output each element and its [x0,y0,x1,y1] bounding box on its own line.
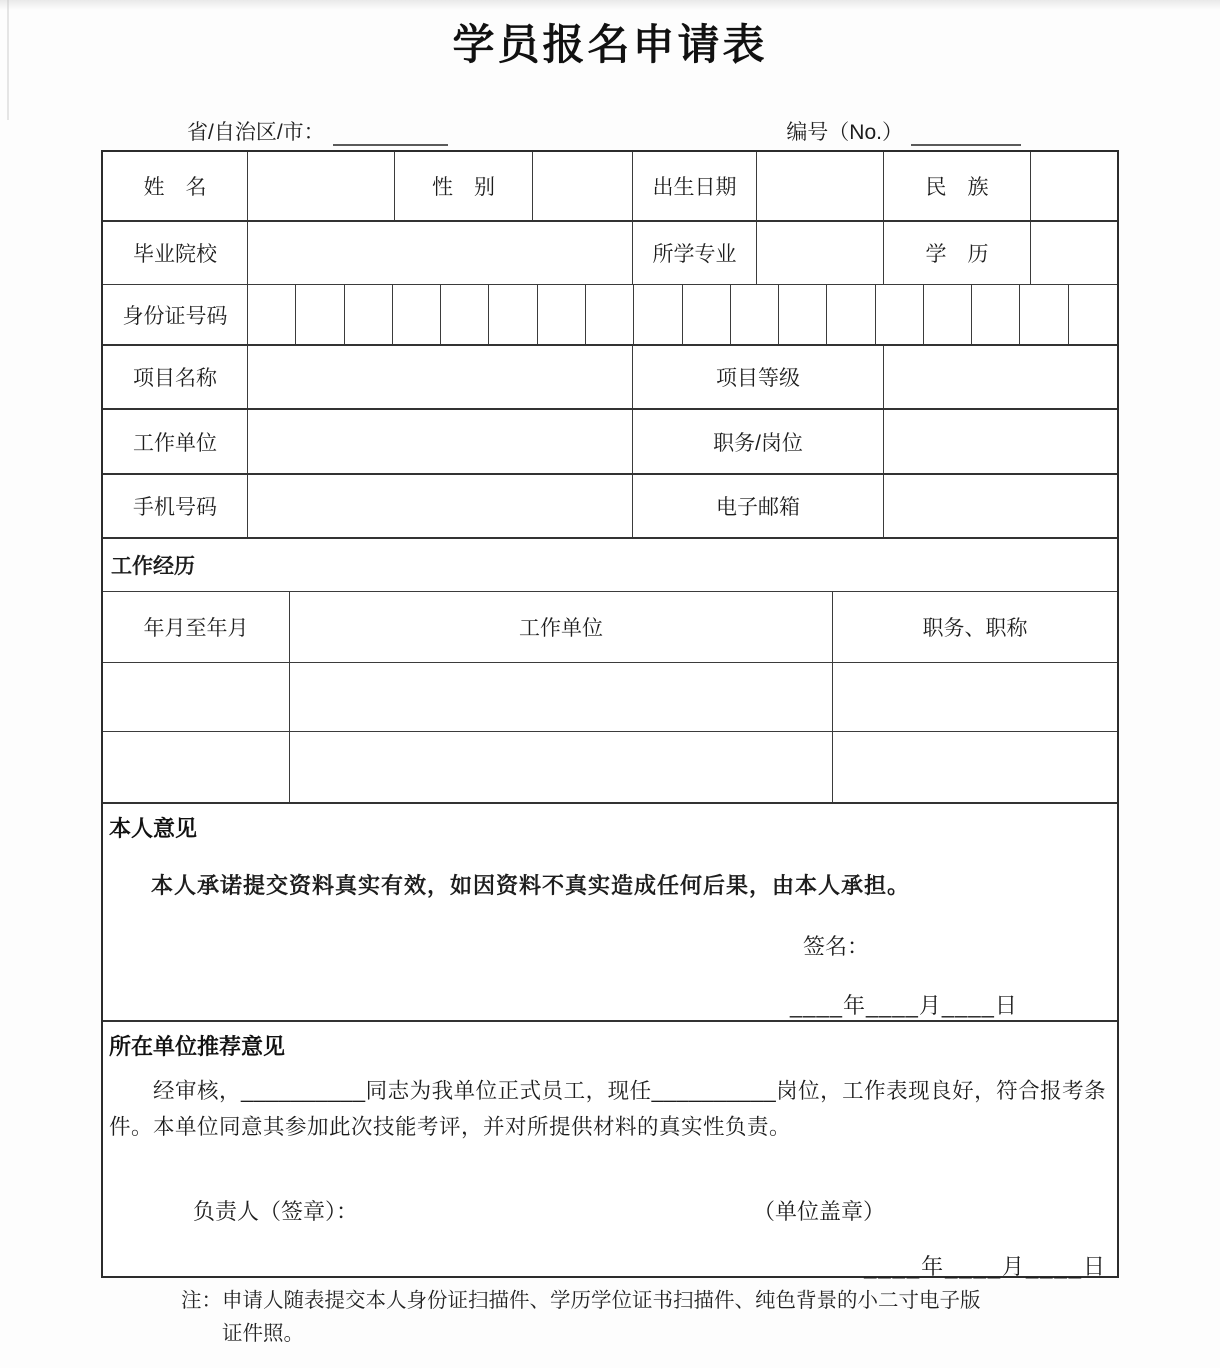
id-digit-cell[interactable] [924,285,972,344]
school-label: 毕业院校 [103,222,248,284]
id-digit-cell[interactable] [489,285,537,344]
number-blank[interactable] [911,124,1021,146]
footnote [101,1284,1119,1350]
province-label: 省/自治区/市： [187,121,325,144]
major-input-cell[interactable] [757,222,884,284]
work-history-title-cell[interactable] [833,663,1117,731]
meta-row [101,116,1119,146]
employer-signature-line [103,1195,1117,1226]
unit-seal-label: （单位盖章） [753,1199,886,1224]
work-history-col-title: 职务、职称 [922,617,1028,640]
self-opinion-date-line[interactable]: ____年____月____日 [790,993,1018,1018]
row-project [103,344,1117,408]
province-blank[interactable] [333,124,448,146]
major-label: 所学专业 [633,222,757,284]
id-digit-cell[interactable] [634,285,682,344]
id-digit-cell[interactable] [876,285,924,344]
footnote-line-2: 证件照。 [222,1322,304,1345]
gender-input-cell[interactable] [533,152,633,220]
ethnicity-label: 民 族 [884,152,1031,220]
work-history-row [103,662,1117,731]
row-work-history-title [103,537,1117,591]
employer-opinion-statement: 经审核，__________同志为我单位正式员工，现任__________岗位，工作表现良好，符合报考条件。本单位同意其参加此次技能考评，并对所提供材料的真实性负责。 [109,1079,1107,1139]
employer-opinion-date-line[interactable]: ____年____月____日 [864,1254,1107,1279]
school-input-cell[interactable] [248,222,633,284]
employer-opinion-title: 所在单位推荐意见 [109,1034,286,1059]
row-employer [103,408,1117,473]
self-opinion-title: 本人意见 [109,816,198,841]
work-history-employer-cell[interactable] [290,732,833,802]
gender-label: 性 别 [395,152,533,220]
footnote-text [222,1284,1119,1350]
id-number-label: 身份证号码 [103,285,248,344]
row-phone [103,473,1117,537]
employer-label: 工作单位 [103,410,248,473]
id-digit-cell[interactable] [538,285,586,344]
phone-input-cell[interactable] [248,475,633,537]
id-digit-cell[interactable] [972,285,1020,344]
scan-artifact-left [7,0,9,120]
footnote-line-1: 申请人随表提交本人身份证扫描件、学历学位证书扫描件、纯色背景的小二寸电子版 [222,1289,981,1312]
birth-date-label: 出生日期 [633,152,757,220]
work-history-col-employer: 工作单位 [290,592,833,662]
name-label: 姓 名 [103,152,248,220]
position-input-cell[interactable] [884,410,1117,473]
self-opinion-statement: 本人承诺提交资料真实有效，如因资料不真实造成任何后果，由本人承担。 [151,873,911,898]
page-title: 学员报名申请表 [452,21,768,68]
number-field [786,116,1021,146]
ethnicity-input-cell[interactable] [1031,152,1117,220]
application-form-table [101,150,1119,1278]
row-school [103,220,1117,284]
id-digit-cell[interactable] [779,285,827,344]
signature-label: 签名： [803,934,870,959]
scan-artifact-top [0,0,1220,10]
row-name [103,152,1117,220]
employer-input-cell[interactable] [248,410,633,473]
project-name-input-cell[interactable] [248,346,633,408]
id-digit-cell[interactable] [683,285,731,344]
project-level-label: 项目等级 [633,346,884,408]
id-digit-cell[interactable] [345,285,393,344]
degree-input-cell[interactable] [1031,222,1117,284]
id-digit-cell[interactable] [441,285,489,344]
work-history-title-cell[interactable] [833,732,1117,802]
phone-label: 手机号码 [103,475,248,537]
id-digit-cell[interactable] [827,285,875,344]
number-label: 编号（No.） [786,121,903,144]
id-digit-cell[interactable] [296,285,344,344]
degree-label: 学 历 [884,222,1031,284]
id-digit-cell[interactable] [393,285,441,344]
project-name-label: 项目名称 [103,346,248,408]
work-history-period-cell[interactable] [103,663,290,731]
row-work-history-header [103,591,1117,662]
name-input-cell[interactable] [248,152,395,220]
email-label: 电子邮箱 [633,475,884,537]
employer-opinion-section [103,1020,1117,1279]
work-history-period-cell[interactable] [103,732,290,802]
work-history-row [103,731,1117,802]
id-digit-cell[interactable] [248,285,296,344]
email-input-cell[interactable] [884,475,1117,537]
id-digit-cell[interactable] [731,285,779,344]
work-history-title: 工作经历 [111,555,195,578]
project-level-input-cell[interactable] [884,346,1117,408]
footnote-prefix: 注： [181,1289,222,1312]
id-digit-cell[interactable] [1020,285,1068,344]
self-opinion-section [103,802,1117,1020]
work-history-col-period: 年月至年月 [103,592,290,662]
work-history-employer-cell[interactable] [290,663,833,731]
province-field [187,116,448,146]
id-digit-cell[interactable] [1069,285,1117,344]
manager-signature-label: 负责人（签章）： [193,1199,359,1224]
id-digit-cell[interactable] [586,285,634,344]
row-id-number [103,284,1117,344]
position-label: 职务/岗位 [633,410,884,473]
birth-date-input-cell[interactable] [757,152,884,220]
